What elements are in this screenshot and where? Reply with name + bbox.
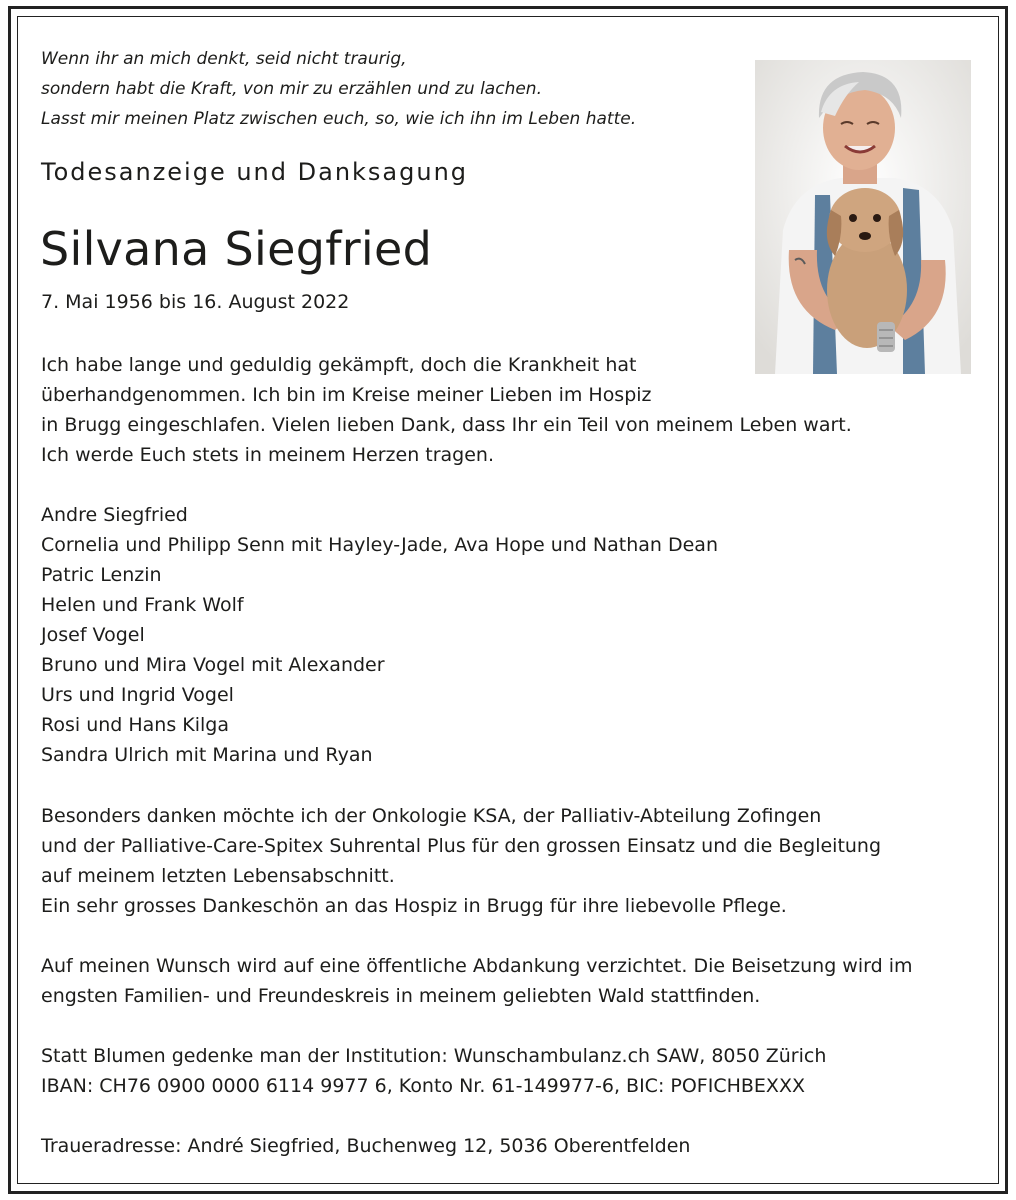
message-line: überhandgenommen. Ich bin im Kreise meiner Lieben im Hospiz (41, 384, 652, 406)
message-line: in Brugg eingeschlafen. Vielen lieben Dank, dass Ihr ein Teil von meinem Leben wart. (41, 414, 852, 436)
portrait-photo (755, 60, 971, 374)
thanks-line: und der Palliative-Care-Spitex Suhrental Plus für den grossen Einsatz und die Begleitung (41, 835, 882, 857)
donation-info (41, 1041, 826, 1101)
family-member: Sandra Ulrich mit Marina und Ryan (41, 744, 373, 766)
poem-line: Lasst mir meinen Platz zwischen euch, so, wie ich ihn im Leben hatte. (41, 109, 637, 129)
wish-line: engsten Familien- und Freundeskreis in meinem geliebten Wald stattfinden. (41, 985, 761, 1007)
thanks-line: Ein sehr grosses Dankeschön an das Hospiz in Brugg für ihre liebevolle Pflege. (41, 895, 787, 917)
family-member: Josef Vogel (41, 624, 145, 646)
funeral-wish (41, 951, 912, 1011)
mourning-address: Traueradresse: André Siegfried, Buchenweg 12, 5036 Oberentfelden (41, 1135, 691, 1157)
family-member: Helen und Frank Wolf (41, 594, 244, 616)
wish-line: Auf meinen Wunsch wird auf eine öffentliche Abdankung verzichtet. Die Beisetzung wird im (41, 955, 913, 977)
thanks-line: auf meinem letzten Lebensabschnitt. (41, 865, 395, 887)
family-member: Andre Siegfried (41, 504, 188, 526)
family-member: Patric Lenzin (41, 564, 162, 586)
farewell-message (41, 350, 852, 470)
portrait-illustration (755, 60, 971, 374)
donation-line: IBAN: CH76 0900 0000 6114 9977 6, Konto Nr. 61-149977-6, BIC: POFICHBEXXX (41, 1075, 805, 1097)
life-dates: 7. Mai 1956 bis 16. August 2022 (41, 291, 350, 313)
message-line: Ich habe lange und geduldig gekämpft, doch die Krankheit hat (41, 354, 637, 376)
thanks-line: Besonders danken möchte ich der Onkologie KSA, der Palliativ-Abteilung Zofingen (41, 805, 822, 827)
poem-line: Wenn ihr an mich denkt, seid nicht traurig, (41, 49, 407, 69)
family-member: Bruno und Mira Vogel mit Alexander (41, 654, 385, 676)
poem (41, 44, 636, 134)
poem-line: sondern habt die Kraft, von mir zu erzählen und zu lachen. (41, 79, 542, 99)
notice-subtitle: Todesanzeige und Danksagung (41, 158, 469, 186)
donation-line: Statt Blumen gedenke man der Institution: Wunschambulanz.ch SAW, 8050 Zürich (41, 1045, 827, 1067)
family-member: Rosi und Hans Kilga (41, 714, 230, 736)
thanks-paragraph (41, 801, 881, 921)
family-member: Cornelia und Philipp Senn mit Hayley-Jade, Ava Hope und Nathan Dean (41, 534, 718, 556)
message-line: Ich werde Euch stets in meinem Herzen tragen. (41, 444, 495, 466)
family-list (41, 500, 718, 770)
deceased-name: Silvana Siegfried (40, 222, 433, 276)
family-member: Urs und Ingrid Vogel (41, 684, 234, 706)
